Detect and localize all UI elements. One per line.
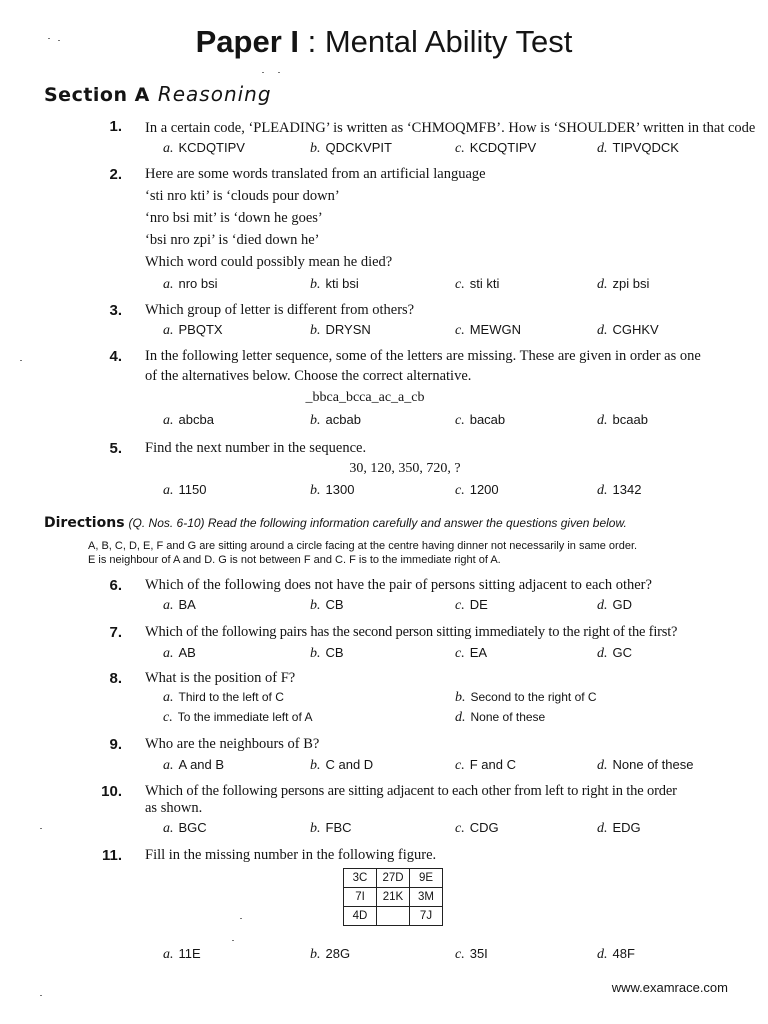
- question-1-option-a: a. KCDQTIPV: [163, 140, 245, 156]
- question-6-option-d: d. GD: [597, 597, 632, 613]
- directions-label: Directions: [44, 515, 125, 531]
- question-2-text: Here are some words translated from an artificial language: [145, 166, 486, 182]
- question-4-option-c: c. bacab: [455, 412, 506, 428]
- question-7-text: Which of the following pairs has the second person sitting immediately to the right of the first?: [145, 624, 678, 640]
- scan-speck: [40, 828, 42, 829]
- question-6-option-a: a. BA: [163, 597, 196, 613]
- question-2-line-3: ‘bsi nro zpi’ is ‘died down he’: [145, 232, 320, 248]
- question-4-text-line-1: In the following letter sequence, some of the letters are missing. These are given in order as one: [145, 348, 701, 364]
- grid-cell: 4D: [344, 907, 377, 926]
- question-2-line-4: Which word could possibly mean he died?: [145, 254, 393, 270]
- question-3-option-b: b. DRYSN: [310, 322, 371, 338]
- question-1-option-c: c. KCDQTIPV: [455, 140, 537, 156]
- scan-speck: [278, 72, 280, 73]
- question-3-option-c: c. MEWGN: [455, 322, 521, 338]
- question-11-option-c: c. 35I: [455, 946, 488, 962]
- question-7-option-c: c. EA: [455, 645, 488, 661]
- question-2-line-1: ‘sti nro kti’ is ‘clouds pour down’: [145, 188, 340, 204]
- grid-cell: 7I: [344, 888, 377, 907]
- directions-line-1: A, B, C, D, E, F and G are sitting around a circle facing at the centre having dinner not necessarily in same order.: [88, 540, 638, 552]
- paper-subject: : Mental Ability Test: [299, 24, 573, 59]
- footer-url: www.examrace.com: [611, 980, 728, 995]
- question-2-line-2: ‘nro bsi mit’ is ‘down he goes’: [145, 210, 323, 226]
- question-7-option-a: a. AB: [163, 645, 196, 661]
- question-4-option-d: d. bcaab: [597, 412, 648, 428]
- question-9-option-d: d. None of these: [597, 757, 694, 773]
- section-name: Reasoning: [157, 82, 272, 106]
- question-7-number: 7.: [109, 624, 122, 641]
- question-5-option-d: d. 1342: [597, 482, 642, 498]
- question-4-text-line-2: of the alternatives below. Choose the correct alternative.: [145, 368, 472, 384]
- question-8-option-a: a. Third to the left of C: [163, 690, 284, 705]
- question-11-number: 11.: [101, 847, 122, 864]
- scan-speck: [58, 40, 60, 41]
- scan-speck: [20, 360, 22, 361]
- question-8-number: 8.: [109, 670, 122, 687]
- question-7-option-b: b. CB: [310, 645, 344, 661]
- question-2-option-d: d. zpi bsi: [597, 276, 650, 292]
- directions-line-2: E is neighbour of A and D. G is not between F and C. F is to the immediate right of A.: [88, 554, 501, 566]
- grid-row: [344, 869, 443, 888]
- scan-speck: [40, 995, 42, 996]
- grid-row: [344, 907, 443, 926]
- grid-cell: 9E: [410, 869, 443, 888]
- question-10-option-a: a. BGC: [163, 820, 207, 836]
- question-7-option-d: d. GC: [597, 645, 632, 661]
- question-6-option-b: b. CB: [310, 597, 344, 613]
- grid-cell: 7J: [410, 907, 443, 926]
- paper-number: Paper I: [195, 24, 299, 59]
- question-10-option-c: c. CDG: [455, 820, 499, 836]
- question-4-number: 4.: [109, 348, 122, 365]
- question-2-option-b: b. kti bsi: [310, 276, 359, 292]
- question-10-text-line-2: as shown.: [145, 800, 203, 816]
- question-9-option-c: c. F and C: [455, 757, 516, 773]
- grid-cell: 3M: [410, 888, 443, 907]
- grid-row: [344, 888, 443, 907]
- question-2-option-a: a. nro bsi: [163, 276, 218, 292]
- question-4-option-b: b. acbab: [310, 412, 361, 428]
- question-4-option-a: a. abcba: [163, 412, 214, 428]
- question-1-number: 1.: [109, 118, 122, 135]
- question-5-option-a: a. 1150: [163, 482, 207, 498]
- directions-instruction: (Q. Nos. 6-10) Read the following information carefully and answer the questions given below.: [128, 516, 627, 530]
- section-heading: [44, 82, 272, 106]
- question-11-option-b: b. 28G: [310, 946, 351, 962]
- scan-speck: [48, 38, 50, 39]
- question-2-number: 2.: [109, 166, 122, 183]
- grid-cell: 21K: [377, 888, 410, 907]
- directions-heading: [44, 515, 627, 531]
- question-11-option-d: d. 48F: [597, 946, 635, 962]
- question-4-sequence: _bbca_bcca_ac_a_cb: [305, 390, 425, 405]
- scan-speck: [240, 918, 242, 919]
- grid-cell: 3C: [344, 869, 377, 888]
- question-8-option-c: c. To the immediate left of A: [163, 710, 313, 725]
- question-1-option-d: d. TIPVQDCK: [597, 140, 679, 156]
- question-11-text: Fill in the missing number in the following figure.: [145, 847, 437, 863]
- question-3-text: Which group of letter is different from others?: [145, 302, 415, 318]
- question-8-option-b: b. Second to the right of C: [455, 690, 597, 705]
- question-8-text: What is the position of F?: [145, 670, 296, 686]
- question-8-option-d: d. None of these: [455, 710, 546, 725]
- question-3-number: 3.: [109, 302, 122, 319]
- question-11-option-a: a. 11E: [163, 946, 201, 962]
- scan-speck: [262, 72, 264, 73]
- question-5-text: Find the next number in the sequence.: [145, 440, 367, 456]
- question-10-text-line-1: Which of the following persons are sitting adjacent to each other from left to right in the order: [145, 783, 677, 799]
- question-6-option-c: c. DE: [455, 597, 488, 613]
- question-9-number: 9.: [109, 736, 122, 753]
- section-label: Section A: [44, 84, 150, 106]
- grid-cell-missing: [377, 907, 410, 926]
- question-3-option-a: a. PBQTX: [163, 322, 223, 338]
- question-9-text: Who are the neighbours of B?: [145, 736, 320, 752]
- question-1-option-b: b. QDCKVPIT: [310, 140, 392, 156]
- question-3-option-d: d. CGHKV: [597, 322, 659, 338]
- question-1-text: In a certain code, ‘PLEADING’ is written as ‘CHMOQMFB’. How is ‘SHOULDER’ written in that code: [145, 120, 756, 136]
- number-figure-grid: [343, 868, 443, 926]
- question-5-number: 5.: [109, 440, 122, 457]
- question-5-option-b: b. 1300: [310, 482, 355, 498]
- question-10-option-d: d. EDG: [597, 820, 641, 836]
- question-10-option-b: b. FBC: [310, 820, 352, 836]
- question-5-option-c: c. 1200: [455, 482, 499, 498]
- scan-speck: [232, 940, 234, 941]
- grid-cell: 27D: [377, 869, 410, 888]
- question-6-number: 6.: [109, 577, 122, 594]
- question-10-number: 10.: [101, 783, 122, 800]
- question-6-text: Which of the following does not have the pair of persons sitting adjacent to each other?: [145, 577, 652, 593]
- question-5-sequence: 30, 120, 350, 720, ?: [349, 461, 461, 476]
- page-title: [0, 24, 768, 60]
- question-2-option-c: c. sti kti: [455, 276, 500, 292]
- question-9-option-a: a. A and B: [163, 757, 225, 773]
- question-9-option-b: b. C and D: [310, 757, 374, 773]
